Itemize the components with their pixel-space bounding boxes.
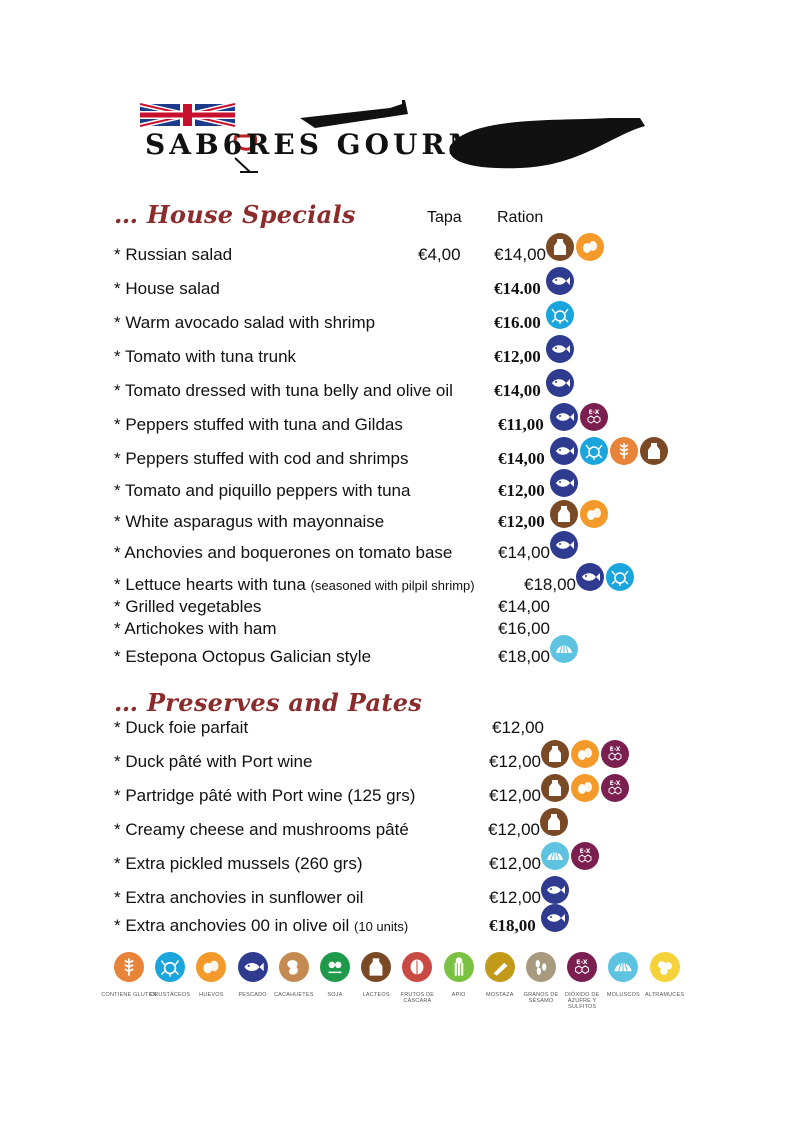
lacteos-icon <box>361 952 391 982</box>
item-name <box>114 311 375 335</box>
gluten-icon <box>610 437 638 465</box>
sabores-gourmet-logo <box>140 96 650 176</box>
item-price: €12,00 <box>498 481 545 500</box>
item-price: €12,00 <box>489 786 541 805</box>
legend-label: HUEVOS <box>199 992 224 998</box>
legend-label: SOJA <box>327 992 343 998</box>
huevos-icon <box>571 740 599 768</box>
item-name-text: * Estepona Octopus Galician style <box>114 647 372 666</box>
gluten-icon <box>114 952 144 982</box>
item-price: €12,00 <box>494 347 541 366</box>
item-name-text: * Tomato dressed with tuna belly and olive oil <box>114 381 453 400</box>
item-price: €18,00 <box>524 575 576 594</box>
item-name-text: * Tomato and piquillo peppers with tuna <box>114 481 411 500</box>
item-price: €14,00 <box>494 381 541 400</box>
item-name <box>114 645 371 669</box>
item-price: €12,00 <box>492 718 544 737</box>
item-name-text: * Peppers stuffed with tuna and Gildas <box>114 415 403 434</box>
svg-text:E-X: E-X <box>609 746 621 753</box>
legend-label: CONTIENE GLUTEN <box>101 992 157 998</box>
item-name <box>114 345 296 369</box>
allergen-icons <box>541 876 569 904</box>
sulfitos-icon <box>567 952 597 982</box>
item-price: €12,00 <box>489 888 541 907</box>
item-name-text: * Lettuce hearts with tuna <box>114 575 306 594</box>
pescado-icon <box>550 437 578 465</box>
allergen-icons <box>546 233 604 261</box>
item-name <box>114 277 220 301</box>
item-name <box>114 510 384 534</box>
allergen-icons <box>550 437 668 465</box>
allergen-icons <box>541 904 569 932</box>
item-price: €14,00 <box>494 245 546 264</box>
svg-text:E-X: E-X <box>576 957 588 966</box>
item-name <box>114 852 362 876</box>
item-name <box>114 595 261 619</box>
pescado-icon <box>546 369 574 397</box>
item-price: €14,00 <box>498 449 545 468</box>
item-price: €14,00 <box>498 543 550 562</box>
item-name-text: * Extra pickled mussels (260 grs) <box>114 854 363 873</box>
item-name-text: * Peppers stuffed with cod and shrimps <box>114 449 409 468</box>
pescado-icon <box>546 267 574 295</box>
brand-name: SAB6RES GOURMET <box>145 128 534 161</box>
item-name-text: * Grilled vegetables <box>114 597 262 616</box>
pescado-icon <box>541 876 569 904</box>
crustaceos-icon <box>580 437 608 465</box>
pescado-icon <box>550 403 578 431</box>
legend-label: CACAHUETES <box>274 992 314 998</box>
item-price: €16,00 <box>498 619 550 638</box>
pescado-icon <box>541 904 569 932</box>
item-name <box>114 617 277 641</box>
house-specials-title: … House Specials <box>114 200 356 229</box>
lacteos-icon <box>541 774 569 802</box>
item-name <box>114 447 409 471</box>
lacteos-icon <box>540 808 568 836</box>
allergen-icons <box>550 635 578 663</box>
legend-label: MOSTAZA <box>486 992 514 998</box>
item-name-text: * Russian salad <box>114 245 233 264</box>
item-name-text: * Creamy cheese and mushrooms pâté <box>114 820 409 839</box>
sulfitos-icon <box>571 842 599 870</box>
allergen-legend <box>101 952 694 1012</box>
item-name-text: * Duck foie parfait <box>114 718 249 737</box>
item-name <box>114 886 363 910</box>
item-price: €14.00 <box>494 279 541 298</box>
crustaceos-icon <box>546 301 574 329</box>
item-name-text: * Anchovies and boquerones on tomato base <box>114 543 453 562</box>
item-name-text: * Warm avocado salad with shrimp <box>114 313 376 332</box>
item-name-text: * Extra anchovies 00 in olive oil <box>114 916 350 935</box>
legend-label: CRUSTÁCEOS <box>150 992 191 998</box>
uk-flag <box>140 104 235 126</box>
lacteos-icon <box>541 740 569 768</box>
pescado-icon <box>550 469 578 497</box>
item-price: €12,00 <box>488 820 540 839</box>
item-name <box>114 413 403 437</box>
item-price: €18,00 <box>489 916 536 935</box>
allergen-icons <box>546 267 574 295</box>
item-name <box>114 243 232 267</box>
allergen-icons <box>576 563 634 591</box>
sulfitos-icon <box>580 403 608 431</box>
moluscos-icon <box>608 952 638 982</box>
item-tapa-price: €4,00 <box>418 245 461 264</box>
pescado-icon <box>546 335 574 363</box>
allergen-icons <box>541 842 599 870</box>
sesamo-icon <box>526 952 556 982</box>
allergen-icons <box>546 369 574 397</box>
crustaceos-icon <box>155 952 185 982</box>
preserves-title: … Preserves and Pates <box>114 688 423 717</box>
item-name <box>114 750 312 774</box>
legend-label: PESCADO <box>238 992 267 998</box>
allergen-icons <box>550 531 578 559</box>
allergen-icons <box>540 808 568 836</box>
item-name-text: * Tomato with tuna trunk <box>114 347 297 366</box>
huevos-icon <box>580 500 608 528</box>
item-price: €12,00 <box>489 854 541 873</box>
legend-label: LACTEOS <box>362 992 390 998</box>
svg-text:E-X: E-X <box>579 848 591 855</box>
allergen-icons <box>546 301 574 329</box>
sulfitos-icon <box>601 774 629 802</box>
item-note: (10 units) <box>354 919 409 934</box>
item-name <box>114 541 452 565</box>
legend-label: ALTRAMUCES <box>645 992 685 998</box>
legend-label: MOLUSCOS <box>606 992 640 998</box>
allergen-icons <box>541 740 629 768</box>
lacteos-icon <box>550 500 578 528</box>
moluscos-icon <box>550 635 578 663</box>
sulfitos-icon <box>601 740 629 768</box>
item-price: €16.00 <box>494 313 541 332</box>
bottle-graphic <box>300 100 408 128</box>
legend-label: FRUTOS DE CÁSCARA <box>400 992 435 1004</box>
lacteos-icon <box>640 437 668 465</box>
pescado-icon <box>576 563 604 591</box>
pescado-icon <box>550 531 578 559</box>
item-name-text: * Extra anchovies in sunflower oil <box>114 888 364 907</box>
item-name-text: * Partridge pâté with Port wine (125 grs) <box>114 786 416 805</box>
allergen-icons <box>550 403 608 431</box>
item-name <box>114 914 408 939</box>
svg-text:E-X: E-X <box>588 409 600 416</box>
item-name <box>114 379 453 403</box>
ration-column-header: Ration <box>497 209 544 226</box>
crustaceos-icon <box>606 563 634 591</box>
item-price: €12,00 <box>498 512 545 531</box>
item-price: €14,00 <box>498 597 550 616</box>
item-note: (seasoned with pilpil shrimp) <box>310 578 475 593</box>
item-name <box>114 716 248 740</box>
legend-item-altramuces <box>637 952 693 998</box>
apio-icon <box>444 952 474 982</box>
item-name <box>114 784 415 808</box>
moluscos-icon <box>541 842 569 870</box>
legend-label: APIO <box>451 992 466 998</box>
altramuces-icon <box>650 952 680 982</box>
tapa-column-header: Tapa <box>427 209 462 226</box>
item-price: €12,00 <box>489 752 541 771</box>
lacteos-icon <box>546 233 574 261</box>
legend-label: GRANOS DE SÉSAMO <box>523 992 559 1004</box>
item-price: €11,00 <box>498 415 544 434</box>
item-name-text: * Artichokes with ham <box>114 619 277 638</box>
allergen-icons <box>550 500 608 528</box>
pescado-icon <box>238 952 268 982</box>
frutos-icon <box>402 952 432 982</box>
huevos-icon <box>196 952 226 982</box>
item-name <box>114 818 409 842</box>
svg-text:E-X: E-X <box>609 780 621 787</box>
soja-icon <box>320 952 350 982</box>
allergen-icons <box>550 469 578 497</box>
item-name <box>114 479 410 503</box>
item-price: €18,00 <box>498 647 550 666</box>
cacahuetes-icon <box>279 952 309 982</box>
huevos-icon <box>576 233 604 261</box>
item-name-text: * Duck pâté with Port wine <box>114 752 313 771</box>
item-name-text: * House salad <box>114 279 220 298</box>
legend-label: DIÓXIDO DE AZUFRE Y SULFITOS <box>564 992 600 1010</box>
allergen-icons <box>546 335 574 363</box>
huevos-icon <box>571 774 599 802</box>
mostaza-icon <box>485 952 515 982</box>
item-name-text: * White asparagus with mayonnaise <box>114 512 385 531</box>
allergen-icons <box>541 774 629 802</box>
